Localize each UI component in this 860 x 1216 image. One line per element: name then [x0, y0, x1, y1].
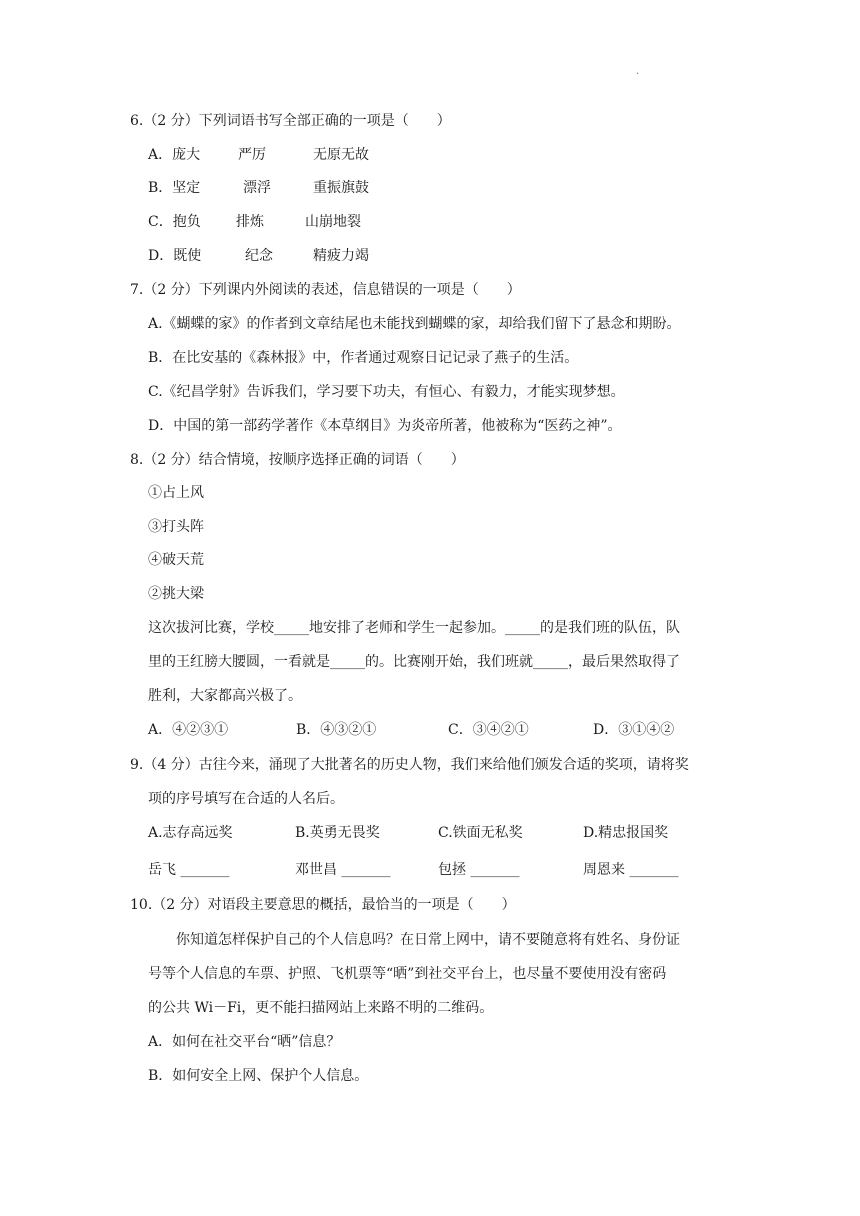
q9-person-dengshichang[interactable]: 邓世昌 _______ [295, 862, 391, 878]
q8-passage-line-1: 这次拔河比赛，学校_____地安排了老师和学生一起参加。_____的是我们班的队伍，队 [148, 620, 680, 636]
q7-option-b[interactable]: B．在比安基的《森林报》中，作者通过观察日记记录了燕子的生活。 [148, 350, 579, 366]
q7-option-c[interactable]: C.《纪昌学射》告诉我们，学习要下功夫，有恒心、有毅力，才能实现梦想。 [148, 384, 625, 400]
question-10-stem: 10.（2 分）对语段主要意思的概括，最恰当的一项是（ ） [130, 897, 516, 913]
q6-d-word1: D．既使 [148, 248, 202, 264]
q6-b-word2: 漂浮 [243, 180, 271, 196]
question-8-stem: 8.（2 分）结合情境，按顺序选择正确的词语（ ） [130, 452, 465, 468]
q9-person-baozheng[interactable]: 包拯 _______ [438, 862, 520, 878]
header-mark: . [636, 66, 640, 77]
q8-word-1: ①占上风 [148, 485, 204, 501]
q10-passage-line-2: 号等个人信息的车票、护照、飞机票等“晒”到社交平台上，也尽量不要使用没有密码 [148, 966, 667, 982]
q8-choice-a[interactable]: A．④②③① [148, 722, 229, 738]
q10-option-a[interactable]: A．如何在社交平台“晒”信息？ [148, 1034, 341, 1050]
q6-b-word3: 重振旗鼓 [313, 180, 369, 196]
q9-award-a: A.志存高远奖 [148, 825, 233, 841]
q8-word-2: ②挑大梁 [148, 586, 204, 602]
q9-person-yuefei[interactable]: 岳飞 _______ [148, 862, 230, 878]
q10-passage-line-3: 的公共 Wi－Fi，更不能扫描网站上来路不明的二维码。 [148, 1000, 494, 1016]
q6-a-word2: 严厉 [238, 147, 266, 163]
q6-c-word2: 排炼 [236, 214, 264, 230]
q7-option-a[interactable]: A.《蝴蝶的家》的作者到文章结尾也未能找到蝴蝶的家，却给我们留下了悬念和期盼。 [148, 316, 681, 332]
q10-passage-line-1: 你知道怎样保护自己的个人信息吗？在日常上网中，请不要随意将有姓名、身份证 [176, 932, 680, 948]
question-7-stem: 7.（2 分）下列课内外阅读的表述，信息错误的一项是（ ） [130, 282, 521, 298]
q7-option-d[interactable]: D．中国的第一部药学著作《本草纲目》为炎帝所著，他被称为“医药之神”。 [148, 418, 622, 434]
q8-word-4: ④破天荒 [148, 552, 204, 568]
q9-award-c: C.铁面无私奖 [438, 825, 523, 841]
q8-word-3: ③打头阵 [148, 519, 204, 535]
q8-choice-b[interactable]: B．④③②① [296, 722, 377, 738]
q8-passage-line-2: 里的王红膀大腰圆，一看就是_____的。比赛刚开始，我们班就_____，最后果然取得了 [148, 654, 680, 670]
q6-c-word1: C．抱负 [148, 214, 201, 230]
question-9-stem-line-2: 项的序号填写在合适的人名后。 [148, 791, 344, 807]
q10-option-b[interactable]: B．如何安全上网、保护个人信息。 [148, 1068, 369, 1084]
q8-passage-line-3: 胜利，大家都高兴极了。 [148, 688, 302, 704]
question-6-stem: 6.（2 分）下列词语书写全部正确的一项是（ ） [130, 113, 451, 129]
question-9-stem-line-1: 9.（4 分）古往今来，涌现了大批著名的历史人物，我们来给他们颁发合适的奖项，请将奖 [130, 757, 689, 773]
q8-choice-d[interactable]: D．③①④② [593, 722, 675, 738]
q9-award-d: D.精忠报国奖 [583, 825, 669, 841]
q6-c-word3: 山崩地裂 [305, 214, 361, 230]
q9-person-zhouenlai[interactable]: 周恩来 _______ [583, 862, 679, 878]
q6-d-word2: 纪念 [245, 248, 273, 264]
q6-b-word1: B．坚定 [148, 180, 201, 196]
q6-d-word3: 精疲力竭 [313, 248, 369, 264]
q6-a-word1: A．庞大 [148, 147, 201, 163]
q8-choice-c[interactable]: C．③④②① [448, 722, 529, 738]
q9-award-b: B.英勇无畏奖 [295, 825, 380, 841]
q6-a-word3: 无原无故 [313, 147, 369, 163]
